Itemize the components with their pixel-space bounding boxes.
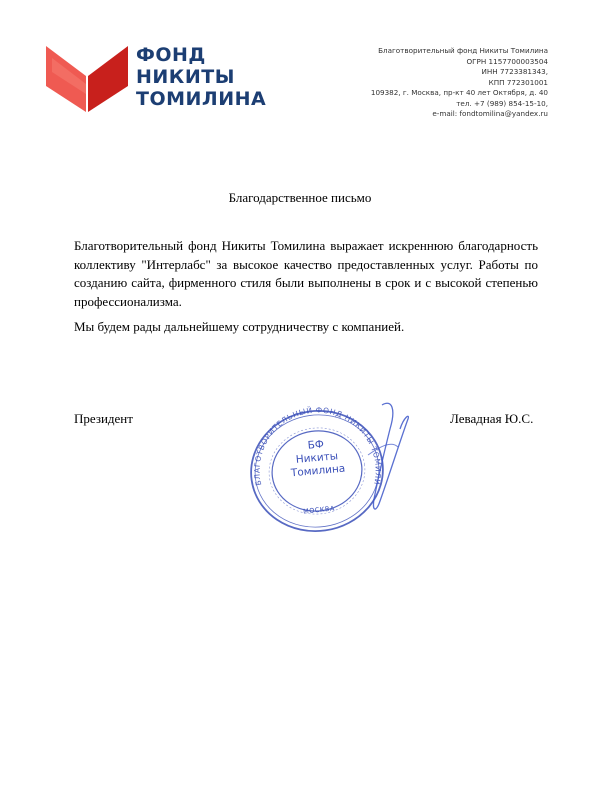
requisite-line: 109382, г. Москва, пр-кт 40 лет Октября, д. 40 <box>370 88 548 97</box>
logo-wordmark <box>136 44 266 110</box>
letter-body <box>74 237 538 344</box>
logo-line-3: ТОМИЛИНА <box>136 88 267 110</box>
signatory-name: Левадная Ю.С. <box>450 411 534 426</box>
requisite-line: тел. +7 (989) 854-15-10, <box>456 98 548 108</box>
stamp-center-text <box>278 436 355 481</box>
requisite-line: e-mail: fondtomilina@yandex.ru <box>432 109 548 118</box>
open-book-icon <box>44 44 130 114</box>
logo-line-2: НИКИТЫ <box>136 66 235 88</box>
stamp-city: МОСКВА <box>302 504 336 516</box>
official-stamp <box>232 395 422 545</box>
foundation-logo <box>44 44 267 114</box>
stamp-line-1: БФ <box>307 438 325 452</box>
logo-line-1: ФОНД <box>136 44 206 66</box>
requisite-line: Благотворительный фонд Никиты Томилина <box>378 46 548 55</box>
stamp-line-3: Томилина <box>290 462 346 480</box>
letter-paragraph-2: Мы будем рады дальнейшему сотрудничеству с компанией. <box>74 319 405 335</box>
letter-title: Благодарственное письмо <box>228 190 372 205</box>
letter-paragraph-1: Благотворительный фонд Никиты Томилина выражает искреннюю благодарность коллективу "Интерлабс" за высокое качество предоставленных услуг. Работы по созданию сайта, фирменного стиля были выполнены в срок и с высокой степенью профессионализма. <box>74 238 538 309</box>
requisite-line: ИНН 7723381343, <box>481 67 548 76</box>
stamp-line-2: Никиты <box>295 450 339 466</box>
requisite-line: ОГРН 1157700003504 <box>466 56 548 66</box>
stamp-outer-text: БЛАГОТВОРИТЕЛЬНЫЙ ФОНД НИКИТЫ ТОМИЛИНА <box>252 405 383 487</box>
foundation-requisites <box>308 46 548 120</box>
requisite-line: КПП 772301001 <box>488 77 548 87</box>
signatory-position: Президент <box>74 411 133 426</box>
